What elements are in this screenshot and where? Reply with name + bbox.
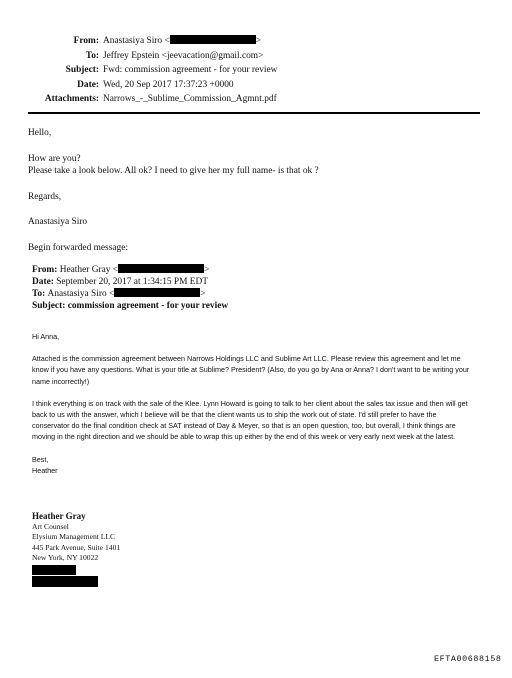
signature-address-1: 445 Park Avenue, Suite 1401 bbox=[32, 542, 121, 552]
forwarded-header bbox=[32, 264, 472, 312]
msg-paragraph-2: I think everything is on track with the sale of the Klee. Lynn Howard is going to talk to her client about the sales tax issue and then will get back to us with the answer, which I believe will be that the client wants us to ship the work out of state. I'd still prefer to have the conservator do the final condition check at SAT instead of Day & Meyer, so that is an open question, too, but overall, I think things are moving in the right direction and we should be able to wrap this up either by the end of this week or very early next week at the latest. bbox=[32, 398, 468, 442]
signature-company: Elysium Management LLC bbox=[32, 532, 116, 542]
signature-address-2: New York, NY 10022 bbox=[32, 553, 99, 563]
header-date-label: Date: bbox=[77, 79, 99, 90]
body-greeting: Hello, bbox=[28, 128, 52, 138]
header-date-row bbox=[0, 78, 512, 93]
signature-name: Heather Gray bbox=[32, 511, 86, 521]
redaction-bar bbox=[32, 565, 76, 575]
header-subject-label: Subject: bbox=[65, 65, 99, 76]
header-from-value bbox=[103, 34, 261, 49]
header-divider bbox=[28, 112, 480, 114]
fwd-to-value: Anastasiya Siro < bbox=[47, 289, 115, 300]
header-attachments-row bbox=[0, 92, 512, 107]
header-subject-row bbox=[0, 63, 512, 78]
fwd-from-value: Heather Gray < bbox=[59, 265, 119, 275]
fwd-from-suffix: > bbox=[204, 265, 210, 275]
fwd-subject-label: Subject: bbox=[32, 300, 66, 311]
redaction-bar bbox=[114, 288, 200, 297]
msg-closing-name: Heather bbox=[32, 465, 58, 475]
redaction-bar bbox=[32, 576, 98, 587]
body-line-2: Please take a look below. All ok? I need to give her my full name- is that ok ? bbox=[28, 166, 319, 176]
header-from-row bbox=[0, 34, 512, 49]
body-sender: Anastasiya Siro bbox=[28, 217, 88, 227]
header-attachments-label: Attachments: bbox=[44, 94, 99, 105]
msg-paragraph-1: Attached is the commission agreement between Narrows Holdings LLC and Sublime Art LLC. Please review this agreement and let me know if you have any questions. What is your title at Sublime? President? (Also, do you go by Ana or Anna? I don't want to be writing your name incorrectly!) bbox=[32, 354, 470, 386]
fwd-date-row bbox=[32, 277, 472, 289]
body-regards: Regards, bbox=[28, 191, 62, 202]
header-subject-value: Fwd: commission agreement - for your review bbox=[103, 65, 278, 76]
redaction-bar bbox=[118, 264, 204, 273]
fwd-subject-value: commission agreement - for your review bbox=[67, 300, 229, 311]
header-to-label: To: bbox=[85, 50, 99, 61]
fwd-date-value: September 20, 2017 at 1:34:15 PM EDT bbox=[56, 276, 209, 287]
fwd-to-label: To: bbox=[32, 289, 46, 300]
msg-closing: Best, bbox=[32, 454, 49, 464]
header-to-row bbox=[0, 49, 512, 64]
header-from-name: Anastasiya Siro < bbox=[103, 36, 170, 46]
document-id: EFTA00688158 bbox=[434, 654, 502, 664]
signature-block bbox=[32, 510, 120, 587]
redaction-bar bbox=[170, 35, 256, 44]
header-to-value: Jeffrey Epstein <jeevacation@gmail.com> bbox=[103, 50, 264, 61]
fwd-from-row bbox=[32, 264, 472, 277]
email-header bbox=[0, 34, 512, 107]
fwd-date-label: Date: bbox=[32, 276, 54, 287]
msg-greeting: Hi Anna, bbox=[32, 332, 60, 341]
header-from-label: From: bbox=[73, 36, 99, 46]
body-forward-note: Begin forwarded message: bbox=[28, 242, 128, 253]
header-from-suffix: > bbox=[255, 36, 262, 46]
fwd-to-suffix: > bbox=[200, 289, 206, 300]
header-date-value: Wed, 20 Sep 2017 17:37:23 +0000 bbox=[103, 79, 234, 90]
body-line-1: How are you? bbox=[28, 153, 81, 164]
email-body bbox=[28, 127, 488, 254]
fwd-from-label: From: bbox=[32, 265, 58, 275]
header-attachments-value[interactable]: Narrows_-_Sublime_Commission_Agmnt.pdf bbox=[103, 94, 277, 105]
forwarded-message bbox=[32, 331, 476, 476]
signature-title: Art Counsel bbox=[32, 522, 69, 531]
fwd-subject-row bbox=[32, 301, 472, 313]
signature-redactions bbox=[32, 565, 120, 587]
fwd-to-row bbox=[32, 288, 472, 301]
